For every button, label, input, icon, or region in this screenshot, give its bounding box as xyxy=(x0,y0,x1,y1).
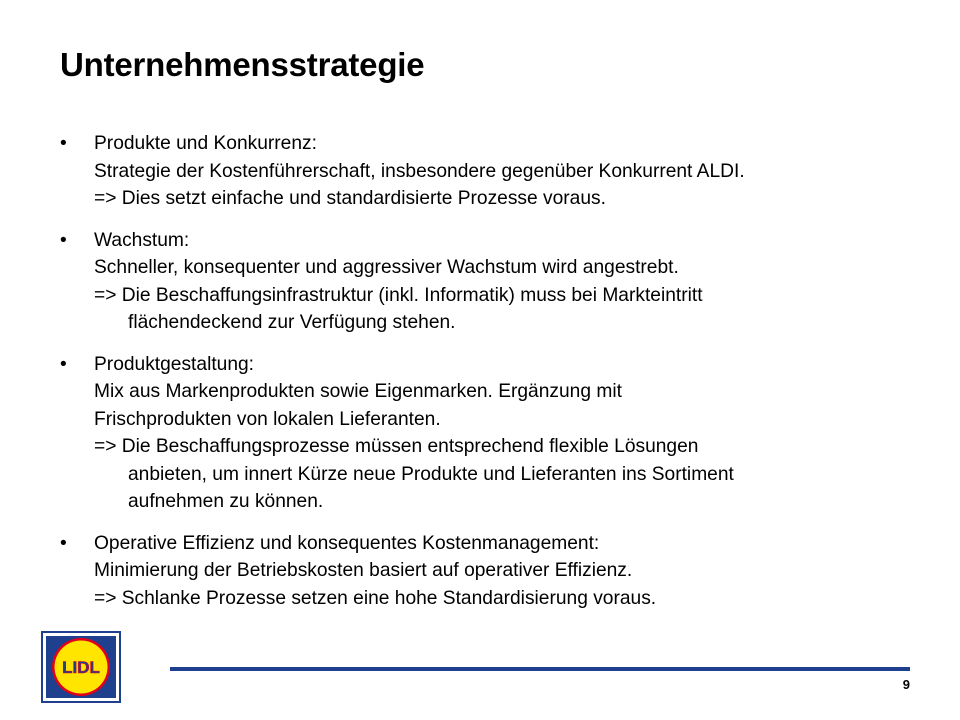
bullet-heading: Wachstum: xyxy=(94,229,190,251)
bullet-dot-icon: • xyxy=(60,229,67,251)
bullet-line-continuation: aufnehmen zu können. xyxy=(128,491,324,512)
bullet-line: Frischprodukten von lokalen Lieferanten. xyxy=(94,408,441,430)
bullet-heading: Produktgestaltung: xyxy=(94,353,255,375)
bullet-heading: Operative Effizienz und konsequentes Kostenmanagement: xyxy=(94,532,600,554)
bullet-line: => Dies setzt einfache und standardisierte Prozesse voraus. xyxy=(94,188,606,209)
bullet-heading: Produkte und Konkurrenz: xyxy=(94,133,317,154)
page-number: 9 xyxy=(902,677,910,692)
bullet-dot-icon: • xyxy=(60,532,67,554)
bullet-item xyxy=(60,227,920,337)
bullet-dot-icon: • xyxy=(60,133,67,154)
logo-text: LIDL xyxy=(62,658,100,677)
bullet-line: => Die Beschaffungsprozesse müssen entsprechend flexible Lösungen xyxy=(94,436,699,457)
slide-title: Unternehmensstrategie xyxy=(60,46,425,83)
bullet-line: => Die Beschaffungsinfrastruktur (inkl. Informatik) muss bei Markteintritt xyxy=(94,284,703,306)
bullet-dot-icon: • xyxy=(60,353,67,375)
bullet-list xyxy=(60,130,920,626)
bullet-line: Schneller, konsequenter und aggressiver Wachstum wird angestrebt. xyxy=(94,257,679,278)
bullet-line: Minimierung der Betriebskosten basiert auf operativer Effizienz. xyxy=(94,560,633,581)
bullet-item xyxy=(60,351,920,516)
footer-divider xyxy=(170,667,910,671)
bullet-line: Strategie der Kostenführerschaft, insbesondere gegenüber Konkurrent ALDI. xyxy=(94,160,745,182)
bullet-item xyxy=(60,530,920,613)
bullet-line: Mix aus Markenprodukten sowie Eigenmarken. Ergänzung mit xyxy=(94,381,622,402)
bullet-item xyxy=(60,130,920,213)
bullet-line-continuation: flächendeckend zur Verfügung stehen. xyxy=(128,312,456,333)
lidl-logo-icon xyxy=(41,631,121,703)
bullet-line-continuation: anbieten, um innert Kürze neue Produkte und Lieferanten ins Sortiment xyxy=(128,463,734,485)
bullet-line: => Schlanke Prozesse setzen eine hohe Standardisierung voraus. xyxy=(94,587,657,609)
